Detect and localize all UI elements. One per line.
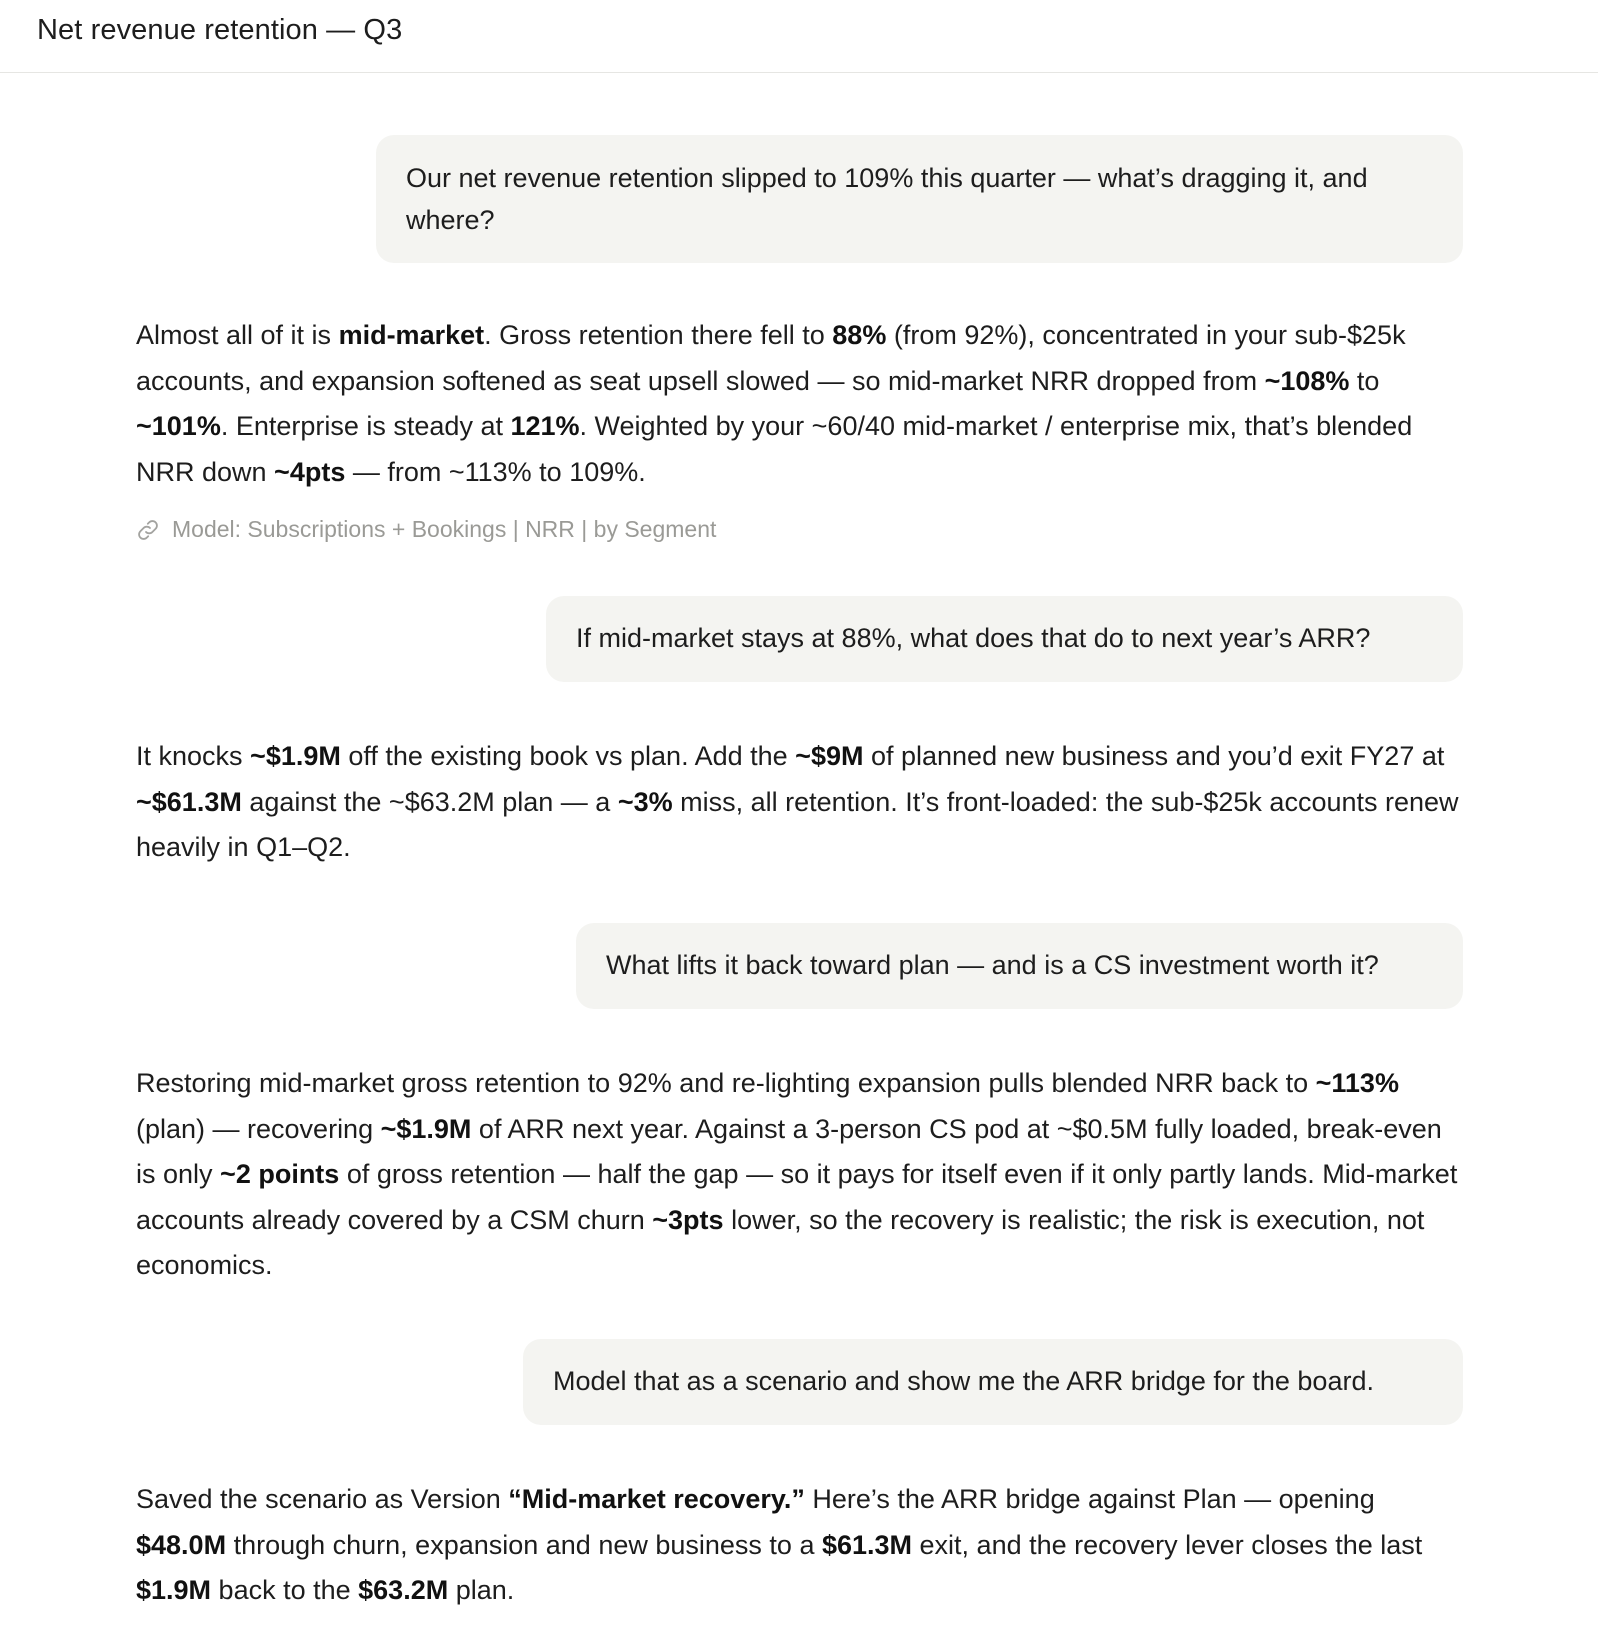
message-text: plan.: [448, 1575, 515, 1605]
assistant-message: [136, 734, 1466, 871]
message-text: against the ~$63.2M plan — a: [241, 786, 618, 817]
emphasis-text: ~2 points: [220, 1159, 340, 1189]
user-message-text: Model that as a scenario and show me the ARR bridge for the board.: [553, 1366, 1374, 1396]
message-text: to: [1349, 365, 1380, 396]
message-text: miss, all retention. It’s front-loaded: the sub-$25k accounts renew heavily in Q1–Q2.: [136, 786, 1459, 862]
message-text: back to the: [211, 1575, 359, 1605]
emphasis-text: ~$61.3M: [136, 786, 242, 817]
emphasis-text: ~3%: [617, 786, 673, 817]
user-message-text: What lifts it back toward plan — and is a CS investment worth it?: [606, 950, 1379, 980]
emphasis-text: ~4pts: [274, 456, 346, 487]
emphasis-text: ~101%: [136, 411, 221, 441]
emphasis-text: $48.0M: [136, 1529, 227, 1560]
emphasis-text: $63.2M: [358, 1575, 449, 1605]
link-icon: [136, 518, 160, 542]
message-text: Restoring mid-market gross retention to 92% and re-lighting expansion pulls blended NRR back to: [136, 1068, 1316, 1098]
message-text: — from ~113% to 109%.: [345, 456, 646, 487]
source-reference-label: Model: Subscriptions + Bookings | NRR | by Segment: [172, 516, 717, 542]
assistant-message: [136, 1477, 1466, 1614]
message-text: It knocks: [136, 741, 251, 771]
message-text: of planned new business and you’d exit FY27 at: [863, 741, 1445, 771]
message-text: (from 92%), concentrated in your sub-$25k accounts, and expansion softened as seat upsell slowed — so mid-market NRR dropped from: [136, 320, 1406, 396]
assistant-message: [136, 313, 1466, 495]
conversation-title: Net revenue retention — Q3: [37, 13, 403, 46]
message-text: Here’s the ARR bridge against Plan — opening: [804, 1484, 1375, 1514]
message-text: exit, and the recovery lever closes the last: [912, 1529, 1423, 1560]
source-reference[interactable]: [136, 516, 716, 543]
user-message-text: If mid-market stays at 88%, what does that do to next year’s ARR?: [576, 623, 1371, 653]
emphasis-text: ~113%: [1315, 1068, 1399, 1098]
message-text: of gross retention — half the gap — so it pays for itself even if it only partly lands. Mid-market accounts already covered by a CSM churn: [136, 1159, 1458, 1235]
emphasis-text: ~$1.9M: [380, 1113, 472, 1144]
emphasis-text: 88%: [832, 320, 887, 350]
emphasis-text: ~108%: [1264, 365, 1350, 396]
emphasis-text: ~3pts: [652, 1204, 724, 1235]
user-message-text: Our net revenue retention slipped to 109% this quarter — what’s dragging it, and where?: [406, 163, 1368, 235]
emphasis-text: ~$9M: [795, 741, 864, 771]
emphasis-text: mid-market: [338, 320, 485, 350]
user-message: [576, 923, 1463, 1009]
message-text: (plan) — recovering: [136, 1113, 381, 1144]
user-message: [523, 1339, 1463, 1425]
message-text: off the existing book vs plan. Add the: [340, 741, 796, 771]
message-text: Almost all of it is: [136, 320, 339, 350]
emphasis-text: 121%: [510, 411, 580, 441]
message-text: lower, so the recovery is realistic; the risk is execution, not economics.: [136, 1204, 1425, 1280]
message-text: through churn, expansion and new business to a: [226, 1529, 822, 1560]
message-text: . Enterprise is steady at: [220, 411, 511, 441]
user-message: [376, 135, 1463, 263]
message-text: . Gross retention there fell to: [484, 320, 833, 350]
message-text: . Weighted by your ~60/40 mid-market / enterprise mix, that’s blended NRR down: [136, 411, 1413, 487]
conversation-header: [0, 0, 1598, 73]
emphasis-text: ~$1.9M: [250, 741, 341, 771]
assistant-message: [136, 1061, 1466, 1289]
user-message: [546, 596, 1463, 682]
emphasis-text: $61.3M: [821, 1529, 913, 1560]
message-text: Saved the scenario as Version: [136, 1484, 509, 1514]
message-text: of ARR next year. Against a 3-person CS pod at ~$0.5M fully loaded, break-even is only: [136, 1113, 1442, 1189]
emphasis-text: $1.9M: [136, 1575, 212, 1605]
emphasis-text: “Mid-market recovery.”: [508, 1484, 805, 1514]
